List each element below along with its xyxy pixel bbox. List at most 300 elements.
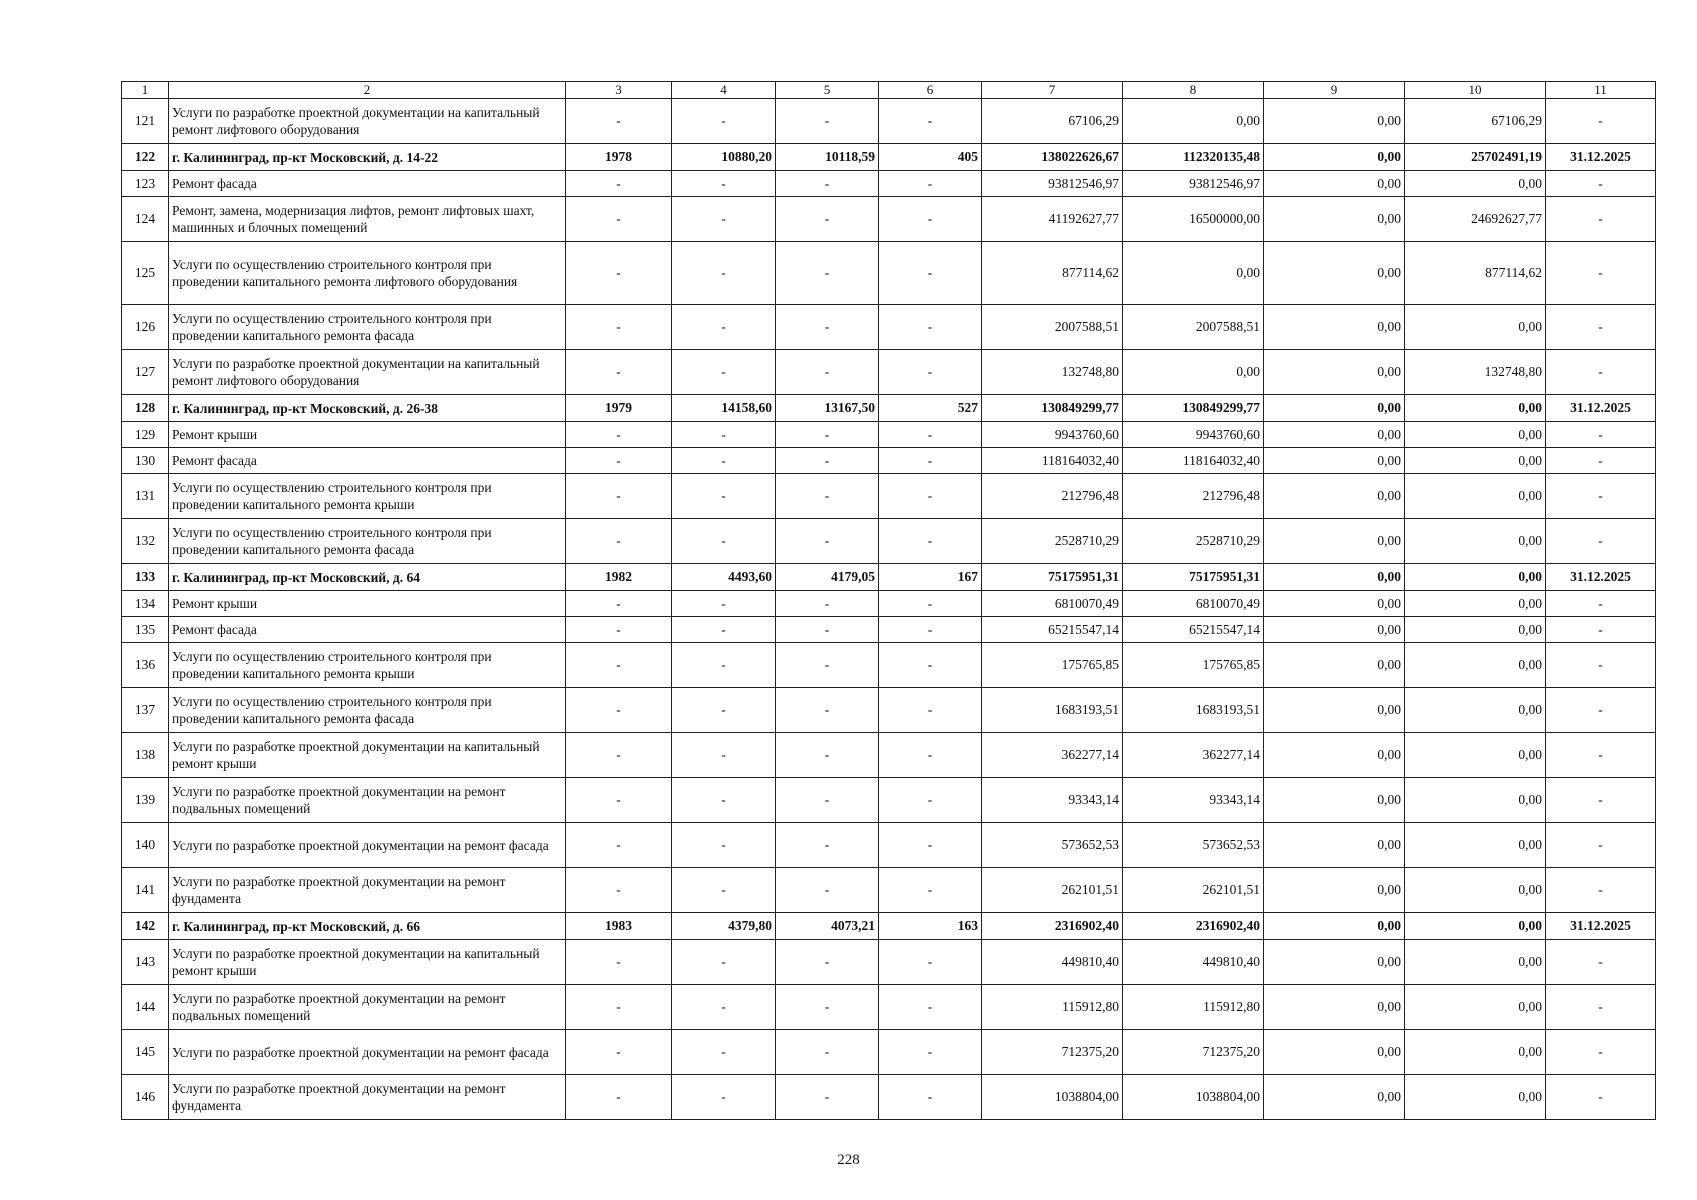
cell-col-5: -	[776, 733, 879, 778]
cell-col-9: 0,00	[1264, 422, 1405, 448]
table-row	[122, 197, 1656, 242]
cell-col-4: -	[672, 474, 776, 519]
cell-col-6: -	[879, 733, 982, 778]
cell-col-9: 0,00	[1264, 823, 1405, 868]
cell-col-10: 0,00	[1405, 395, 1546, 422]
cell-col-8: 573652,53	[1123, 823, 1264, 868]
cell-col-6: 405	[879, 144, 982, 171]
row-number: 139	[122, 778, 169, 823]
cell-col-5: -	[776, 99, 879, 144]
work-description: Услуги по осуществлению строительного контроля при проведении капитального ремонта фасада	[169, 305, 566, 350]
table-row	[122, 171, 1656, 197]
address-summary-row	[122, 395, 1656, 422]
row-number: 127	[122, 350, 169, 395]
cell-col-4: -	[672, 99, 776, 144]
cell-col-4: -	[672, 733, 776, 778]
row-number: 137	[122, 688, 169, 733]
cell-col-4: -	[672, 643, 776, 688]
cell-col-10: 24692627,77	[1405, 197, 1546, 242]
work-description: Услуги по разработке проектной документации на ремонт фундамента	[169, 868, 566, 913]
work-description: Услуги по разработке проектной документации на ремонт подвальных помещений	[169, 985, 566, 1030]
table-row	[122, 688, 1656, 733]
column-header: 9	[1264, 82, 1405, 99]
row-number: 136	[122, 643, 169, 688]
table-row	[122, 422, 1656, 448]
column-header: 6	[879, 82, 982, 99]
row-number: 141	[122, 868, 169, 913]
cell-col-4: -	[672, 868, 776, 913]
table-row	[122, 591, 1656, 617]
row-number: 140	[122, 823, 169, 868]
table-row	[122, 617, 1656, 643]
cell-col-6: -	[879, 1075, 982, 1120]
work-description: г. Калининград, пр-кт Московский, д. 64	[169, 564, 566, 591]
cell-col-6: -	[879, 688, 982, 733]
cell-col-10: 0,00	[1405, 643, 1546, 688]
cell-col-8: 212796,48	[1123, 474, 1264, 519]
cell-col-6: -	[879, 305, 982, 350]
cell-col-9: 0,00	[1264, 1075, 1405, 1120]
cell-col-10: 0,00	[1405, 1075, 1546, 1120]
cell-col-8: 0,00	[1123, 350, 1264, 395]
cell-col-11: -	[1546, 823, 1656, 868]
cell-col-10: 0,00	[1405, 422, 1546, 448]
cell-col-4: 4493,60	[672, 564, 776, 591]
cell-col-8: 0,00	[1123, 242, 1264, 305]
cell-col-11: -	[1546, 242, 1656, 305]
work-description: Услуги по разработке проектной документации на капитальный ремонт крыши	[169, 940, 566, 985]
work-description: Услуги по разработке проектной документации на капитальный ремонт лифтового оборудования	[169, 350, 566, 395]
cell-col-3: -	[566, 305, 672, 350]
cell-col-7: 2528710,29	[982, 519, 1123, 564]
cell-col-11: -	[1546, 474, 1656, 519]
column-header: 11	[1546, 82, 1656, 99]
column-number-header-row	[122, 82, 1656, 99]
cell-col-9: 0,00	[1264, 643, 1405, 688]
row-number: 146	[122, 1075, 169, 1120]
cell-col-8: 2528710,29	[1123, 519, 1264, 564]
cell-col-4: -	[672, 985, 776, 1030]
cell-col-7: 449810,40	[982, 940, 1123, 985]
cell-col-9: 0,00	[1264, 1030, 1405, 1075]
cell-col-3: -	[566, 171, 672, 197]
cell-col-10: 877114,62	[1405, 242, 1546, 305]
cell-col-8: 1683193,51	[1123, 688, 1264, 733]
cell-col-4: -	[672, 617, 776, 643]
cell-col-5: -	[776, 305, 879, 350]
cell-col-6: -	[879, 474, 982, 519]
row-number: 138	[122, 733, 169, 778]
cell-col-5: -	[776, 350, 879, 395]
cell-col-11: -	[1546, 778, 1656, 823]
table-row	[122, 985, 1656, 1030]
cell-col-9: 0,00	[1264, 242, 1405, 305]
cell-col-8: 93343,14	[1123, 778, 1264, 823]
row-number: 125	[122, 242, 169, 305]
table-row	[122, 778, 1656, 823]
cell-col-7: 9943760,60	[982, 422, 1123, 448]
cell-col-5: -	[776, 823, 879, 868]
cell-col-6: -	[879, 823, 982, 868]
capital-repair-table	[121, 81, 1656, 1120]
cell-col-6: 167	[879, 564, 982, 591]
table-row	[122, 823, 1656, 868]
cell-col-10: 0,00	[1405, 868, 1546, 913]
work-description: Услуги по разработке проектной документации на ремонт фундамента	[169, 1075, 566, 1120]
table-row	[122, 350, 1656, 395]
cell-col-7: 1683193,51	[982, 688, 1123, 733]
cell-col-5: -	[776, 1075, 879, 1120]
cell-col-3: -	[566, 688, 672, 733]
cell-col-11: -	[1546, 985, 1656, 1030]
cell-col-4: -	[672, 448, 776, 474]
cell-col-4: -	[672, 305, 776, 350]
cell-col-4: 10880,20	[672, 144, 776, 171]
cell-col-10: 0,00	[1405, 171, 1546, 197]
cell-col-7: 75175951,31	[982, 564, 1123, 591]
cell-col-5: -	[776, 940, 879, 985]
cell-col-3: -	[566, 422, 672, 448]
address-summary-row	[122, 144, 1656, 171]
cell-col-9: 0,00	[1264, 519, 1405, 564]
row-number: 143	[122, 940, 169, 985]
table-row	[122, 643, 1656, 688]
cell-col-5: -	[776, 1030, 879, 1075]
cell-col-3: -	[566, 733, 672, 778]
cell-col-3: -	[566, 1075, 672, 1120]
cell-col-11: -	[1546, 688, 1656, 733]
cell-col-3: 1983	[566, 913, 672, 940]
cell-col-4: -	[672, 242, 776, 305]
work-description: Услуги по осуществлению строительного контроля при проведении капитального ремонта фасада	[169, 688, 566, 733]
cell-col-10: 0,00	[1405, 474, 1546, 519]
cell-col-6: 163	[879, 913, 982, 940]
cell-col-7: 138022626,67	[982, 144, 1123, 171]
cell-col-4: -	[672, 1075, 776, 1120]
cell-col-3: -	[566, 591, 672, 617]
row-number: 126	[122, 305, 169, 350]
cell-col-11: -	[1546, 617, 1656, 643]
work-description: г. Калининград, пр-кт Московский, д. 14-22	[169, 144, 566, 171]
cell-col-11: -	[1546, 1030, 1656, 1075]
cell-col-10: 0,00	[1405, 688, 1546, 733]
cell-col-6: -	[879, 422, 982, 448]
work-description: Услуги по осуществлению строительного контроля при проведении капитального ремонта лифтового оборудования	[169, 242, 566, 305]
cell-col-10: 0,00	[1405, 1030, 1546, 1075]
cell-col-7: 877114,62	[982, 242, 1123, 305]
cell-col-6: -	[879, 1030, 982, 1075]
cell-col-11: 31.12.2025	[1546, 395, 1656, 422]
row-number: 121	[122, 99, 169, 144]
cell-col-3: -	[566, 617, 672, 643]
cell-col-3: -	[566, 474, 672, 519]
document-sheet	[121, 81, 1655, 1120]
cell-col-11: -	[1546, 519, 1656, 564]
cell-col-8: 9943760,60	[1123, 422, 1264, 448]
table-row	[122, 519, 1656, 564]
cell-col-11: -	[1546, 350, 1656, 395]
column-header: 1	[122, 82, 169, 99]
row-number: 142	[122, 913, 169, 940]
cell-col-5: 4073,21	[776, 913, 879, 940]
table-row	[122, 1075, 1656, 1120]
cell-col-7: 2007588,51	[982, 305, 1123, 350]
table-row	[122, 474, 1656, 519]
row-number: 124	[122, 197, 169, 242]
column-header: 10	[1405, 82, 1546, 99]
cell-col-9: 0,00	[1264, 395, 1405, 422]
cell-col-3: -	[566, 1030, 672, 1075]
address-summary-row	[122, 564, 1656, 591]
column-header: 5	[776, 82, 879, 99]
cell-col-11: -	[1546, 197, 1656, 242]
cell-col-3: 1979	[566, 395, 672, 422]
cell-col-11: -	[1546, 1075, 1656, 1120]
cell-col-5: -	[776, 197, 879, 242]
cell-col-11: -	[1546, 305, 1656, 350]
column-header: 4	[672, 82, 776, 99]
cell-col-9: 0,00	[1264, 564, 1405, 591]
work-description: Ремонт фасада	[169, 617, 566, 643]
cell-col-9: 0,00	[1264, 985, 1405, 1030]
cell-col-5: -	[776, 985, 879, 1030]
cell-col-4: -	[672, 823, 776, 868]
cell-col-8: 2007588,51	[1123, 305, 1264, 350]
cell-col-7: 362277,14	[982, 733, 1123, 778]
page-number: 228	[837, 1152, 860, 1168]
cell-col-4: -	[672, 778, 776, 823]
cell-col-3: -	[566, 519, 672, 564]
cell-col-5: -	[776, 643, 879, 688]
cell-col-5: -	[776, 868, 879, 913]
cell-col-7: 115912,80	[982, 985, 1123, 1030]
cell-col-3: -	[566, 778, 672, 823]
cell-col-8: 1038804,00	[1123, 1075, 1264, 1120]
cell-col-6: -	[879, 778, 982, 823]
cell-col-7: 175765,85	[982, 643, 1123, 688]
cell-col-8: 75175951,31	[1123, 564, 1264, 591]
cell-col-5: -	[776, 474, 879, 519]
cell-col-3: 1982	[566, 564, 672, 591]
cell-col-10: 0,00	[1405, 617, 1546, 643]
work-description: Услуги по осуществлению строительного контроля при проведении капитального ремонта фасада	[169, 519, 566, 564]
table-row	[122, 99, 1656, 144]
cell-col-9: 0,00	[1264, 99, 1405, 144]
work-description: Услуги по разработке проектной документации на капитальный ремонт лифтового оборудования	[169, 99, 566, 144]
cell-col-5: 13167,50	[776, 395, 879, 422]
cell-col-6: -	[879, 617, 982, 643]
cell-col-9: 0,00	[1264, 868, 1405, 913]
cell-col-8: 118164032,40	[1123, 448, 1264, 474]
cell-col-6: -	[879, 242, 982, 305]
cell-col-9: 0,00	[1264, 350, 1405, 395]
cell-col-6: -	[879, 868, 982, 913]
cell-col-7: 573652,53	[982, 823, 1123, 868]
work-description: Услуги по осуществлению строительного контроля при проведении капитального ремонта крыши	[169, 643, 566, 688]
cell-col-6: -	[879, 448, 982, 474]
cell-col-9: 0,00	[1264, 940, 1405, 985]
row-number: 133	[122, 564, 169, 591]
work-description: Ремонт, замена, модернизация лифтов, ремонт лифтовых шахт, машинных и блочных помещений	[169, 197, 566, 242]
cell-col-5: 10118,59	[776, 144, 879, 171]
cell-col-7: 65215547,14	[982, 617, 1123, 643]
table-body	[122, 99, 1656, 1120]
cell-col-5: -	[776, 591, 879, 617]
cell-col-9: 0,00	[1264, 144, 1405, 171]
cell-col-11: -	[1546, 448, 1656, 474]
row-number: 131	[122, 474, 169, 519]
cell-col-4: -	[672, 519, 776, 564]
cell-col-9: 0,00	[1264, 617, 1405, 643]
cell-col-11: 31.12.2025	[1546, 913, 1656, 940]
column-header: 7	[982, 82, 1123, 99]
cell-col-6: -	[879, 350, 982, 395]
cell-col-11: -	[1546, 643, 1656, 688]
row-number: 134	[122, 591, 169, 617]
cell-col-6: -	[879, 940, 982, 985]
cell-col-8: 112320135,48	[1123, 144, 1264, 171]
table-row	[122, 940, 1656, 985]
cell-col-9: 0,00	[1264, 197, 1405, 242]
cell-col-3: -	[566, 985, 672, 1030]
cell-col-4: -	[672, 422, 776, 448]
cell-col-8: 712375,20	[1123, 1030, 1264, 1075]
cell-col-3: -	[566, 448, 672, 474]
column-header: 8	[1123, 82, 1264, 99]
cell-col-10: 0,00	[1405, 305, 1546, 350]
table-row	[122, 733, 1656, 778]
work-description: Ремонт фасада	[169, 171, 566, 197]
row-number: 135	[122, 617, 169, 643]
cell-col-8: 130849299,77	[1123, 395, 1264, 422]
cell-col-10: 0,00	[1405, 985, 1546, 1030]
cell-col-6: -	[879, 99, 982, 144]
cell-col-5: -	[776, 171, 879, 197]
cell-col-11: -	[1546, 591, 1656, 617]
cell-col-11: -	[1546, 868, 1656, 913]
cell-col-9: 0,00	[1264, 448, 1405, 474]
row-number: 123	[122, 171, 169, 197]
cell-col-10: 0,00	[1405, 778, 1546, 823]
cell-col-7: 712375,20	[982, 1030, 1123, 1075]
cell-col-7: 1038804,00	[982, 1075, 1123, 1120]
cell-col-3: -	[566, 350, 672, 395]
cell-col-6: -	[879, 519, 982, 564]
cell-col-10: 0,00	[1405, 940, 1546, 985]
cell-col-10: 132748,80	[1405, 350, 1546, 395]
cell-col-10: 25702491,19	[1405, 144, 1546, 171]
cell-col-7: 262101,51	[982, 868, 1123, 913]
work-description: Услуги по разработке проектной документации на капитальный ремонт крыши	[169, 733, 566, 778]
cell-col-8: 0,00	[1123, 99, 1264, 144]
cell-col-10: 0,00	[1405, 733, 1546, 778]
cell-col-6: -	[879, 985, 982, 1030]
work-description: Ремонт крыши	[169, 591, 566, 617]
table-row	[122, 242, 1656, 305]
cell-col-9: 0,00	[1264, 171, 1405, 197]
cell-col-4: -	[672, 591, 776, 617]
cell-col-9: 0,00	[1264, 778, 1405, 823]
cell-col-4: -	[672, 350, 776, 395]
table-row	[122, 448, 1656, 474]
cell-col-5: -	[776, 242, 879, 305]
row-number: 130	[122, 448, 169, 474]
cell-col-6: -	[879, 591, 982, 617]
cell-col-6: -	[879, 197, 982, 242]
cell-col-8: 262101,51	[1123, 868, 1264, 913]
cell-col-9: 0,00	[1264, 591, 1405, 617]
cell-col-4: -	[672, 197, 776, 242]
cell-col-4: -	[672, 940, 776, 985]
cell-col-11: -	[1546, 99, 1656, 144]
cell-col-8: 115912,80	[1123, 985, 1264, 1030]
cell-col-3: -	[566, 643, 672, 688]
cell-col-4: -	[672, 171, 776, 197]
column-header: 2	[169, 82, 566, 99]
cell-col-3: -	[566, 99, 672, 144]
cell-col-5: -	[776, 519, 879, 564]
cell-col-6: -	[879, 171, 982, 197]
work-description: Услуги по осуществлению строительного контроля при проведении капитального ремонта крыши	[169, 474, 566, 519]
table-row	[122, 305, 1656, 350]
cell-col-9: 0,00	[1264, 305, 1405, 350]
cell-col-3: -	[566, 242, 672, 305]
cell-col-8: 449810,40	[1123, 940, 1264, 985]
cell-col-7: 67106,29	[982, 99, 1123, 144]
cell-col-10: 0,00	[1405, 519, 1546, 564]
cell-col-9: 0,00	[1264, 913, 1405, 940]
cell-col-11: -	[1546, 733, 1656, 778]
cell-col-8: 65215547,14	[1123, 617, 1264, 643]
cell-col-7: 93812546,97	[982, 171, 1123, 197]
cell-col-6: -	[879, 643, 982, 688]
cell-col-10: 67106,29	[1405, 99, 1546, 144]
work-description: г. Калининград, пр-кт Московский, д. 66	[169, 913, 566, 940]
cell-col-8: 362277,14	[1123, 733, 1264, 778]
cell-col-10: 0,00	[1405, 564, 1546, 591]
address-summary-row	[122, 913, 1656, 940]
row-number: 128	[122, 395, 169, 422]
cell-col-7: 93343,14	[982, 778, 1123, 823]
cell-col-3: -	[566, 868, 672, 913]
cell-col-5: -	[776, 448, 879, 474]
cell-col-10: 0,00	[1405, 823, 1546, 868]
table-row	[122, 868, 1656, 913]
cell-col-10: 0,00	[1405, 913, 1546, 940]
row-number: 144	[122, 985, 169, 1030]
work-description: г. Калининград, пр-кт Московский, д. 26-38	[169, 395, 566, 422]
cell-col-7: 6810070,49	[982, 591, 1123, 617]
cell-col-10: 0,00	[1405, 591, 1546, 617]
cell-col-4: 4379,80	[672, 913, 776, 940]
cell-col-8: 16500000,00	[1123, 197, 1264, 242]
column-header: 3	[566, 82, 672, 99]
row-number: 145	[122, 1030, 169, 1075]
cell-col-7: 132748,80	[982, 350, 1123, 395]
cell-col-4: 14158,60	[672, 395, 776, 422]
cell-col-9: 0,00	[1264, 474, 1405, 519]
work-description: Услуги по разработке проектной документации на ремонт фасада	[169, 823, 566, 868]
cell-col-7: 2316902,40	[982, 913, 1123, 940]
row-number: 122	[122, 144, 169, 171]
cell-col-8: 2316902,40	[1123, 913, 1264, 940]
cell-col-8: 93812546,97	[1123, 171, 1264, 197]
cell-col-3: -	[566, 940, 672, 985]
cell-col-5: -	[776, 617, 879, 643]
cell-col-11: -	[1546, 171, 1656, 197]
cell-col-8: 175765,85	[1123, 643, 1264, 688]
row-number: 129	[122, 422, 169, 448]
